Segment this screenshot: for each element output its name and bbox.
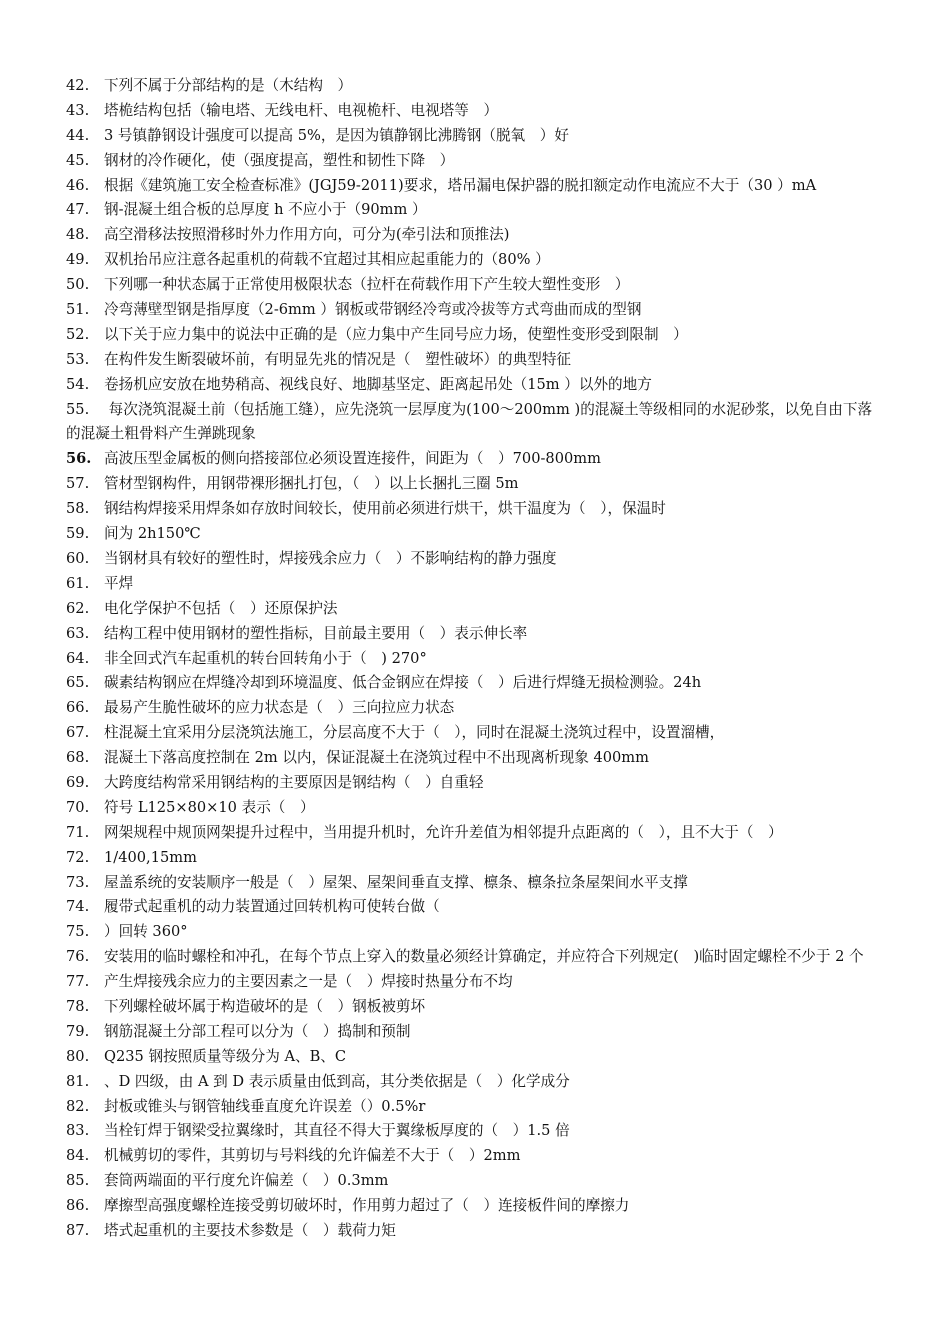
list-item	[66, 547, 886, 572]
list-item	[66, 671, 886, 696]
list-item	[66, 1144, 886, 1169]
item-text: 下列不属于分部结构的是（木结构 ）	[104, 77, 353, 94]
list-item	[66, 945, 886, 970]
item-text: 下列哪一种状态属于正常使用极限状态（拉杆在荷载作用下产生较大塑性变形 ）	[104, 276, 630, 294]
list-item	[66, 1070, 886, 1095]
item-number: 74.	[66, 898, 90, 916]
list-item	[66, 1194, 886, 1219]
item-number: 71.	[66, 823, 90, 841]
list-item	[66, 771, 886, 796]
item-text: 钢材的冷作硬化，使（强度提高，塑性和韧性下降 ）	[104, 151, 455, 169]
list-item	[66, 348, 886, 373]
item-text: Q235 钢按照质量等级分为 A、B、C	[104, 1047, 347, 1065]
item-text: 卷扬机应安放在地势稍高、视线良好、地脚基坚定、距离起吊处（15m ）以外的地方	[104, 375, 652, 393]
list-item	[66, 74, 886, 99]
item-number: 63.	[66, 624, 90, 642]
item-text: 下列螺栓破坏属于构造破坏的是（ ）钢板被剪坏	[104, 998, 426, 1015]
item-number: 84.	[66, 1147, 90, 1165]
item-number: 55.	[66, 400, 90, 418]
list-item	[66, 522, 886, 547]
item-text: 碳素结构钢应在焊缝冷却到环境温度、低合金钢应在焊接（ ）后进行焊缝无损检测验。24h	[104, 674, 702, 692]
list-item	[66, 622, 886, 647]
item-number: 49.	[66, 251, 90, 269]
item-number: 45.	[66, 151, 90, 169]
list-item	[66, 597, 886, 622]
item-number: 67.	[66, 724, 90, 742]
item-number: 53.	[66, 350, 90, 368]
list-item	[66, 398, 886, 448]
list-item	[66, 447, 886, 472]
list-item	[66, 895, 886, 920]
list-item	[66, 1219, 886, 1244]
list-item	[66, 721, 886, 746]
item-text: 柱混凝土宜采用分层浇筑法施工，分层高度不大于（ ），同时在混凝土浇筑过程中，设置溜槽，	[104, 724, 725, 742]
item-text: 管材型钢构件，用钢带裸形捆扎打包，（ ）以上长捆扎三圈 5m	[104, 475, 519, 493]
list-item	[66, 149, 886, 174]
item-number: 70.	[66, 798, 90, 816]
list-item	[66, 298, 886, 323]
list-item	[66, 223, 886, 248]
item-text: 非全回式汽车起重机的转台回转角小于（ ) 270°	[104, 649, 427, 667]
item-text: 、D 四级，由 A 到 D 表示质量由低到高，其分类依据是（ ）化学成分	[104, 1072, 570, 1090]
item-text: 钢-混凝土组合板的总厚度 h 不应小于（90mm ）	[104, 201, 427, 219]
item-text: 封板或锥头与钢管轴线垂直度允许误差（）0.5%r	[104, 1097, 426, 1115]
list-item	[66, 323, 886, 348]
list-item	[66, 746, 886, 771]
item-text: 网架规程中规顶网架提升过程中，当用提升机时，允许升差值为相邻提升点距离的（ ），且不大于（ ）	[104, 823, 783, 841]
item-number: 44.	[66, 126, 90, 144]
list-item	[66, 99, 886, 124]
item-number: 85.	[66, 1172, 90, 1190]
item-text: 摩擦型高强度螺栓连接受剪切破坏时，作用剪力超过了（ ）连接板件间的摩擦力	[104, 1197, 630, 1215]
item-number: 72.	[66, 848, 90, 866]
item-number: 61.	[66, 574, 90, 592]
list-item	[66, 1020, 886, 1045]
item-text: 套筒两端面的平行度允许偏差（ ）0.3mm	[104, 1172, 389, 1190]
item-number: 42.	[66, 77, 90, 94]
list-item	[66, 1045, 886, 1070]
list-item	[66, 821, 886, 846]
item-text: 混凝土下落高度控制在 2m 以内，保证混凝土在浇筑过程中不出现离析现象 400mm	[104, 749, 649, 767]
item-text: 钢筋混凝土分部工程可以分为（ ）捣制和预制	[104, 1022, 411, 1040]
item-text: 高空滑移法按照滑移时外力作用方向，可分为(牵引法和顶推法)	[104, 226, 510, 244]
item-text: 履带式起重机的动力装置通过回转机构可使转台做（	[104, 898, 440, 916]
item-number: 47.	[66, 201, 90, 219]
item-number: 58.	[66, 500, 90, 518]
list-item	[66, 920, 886, 945]
list-item	[66, 273, 886, 298]
item-number: 48.	[66, 226, 90, 244]
item-text: 大跨度结构常采用钢结构的主要原因是钢结构（ ）自重轻	[104, 773, 484, 791]
list-item	[66, 248, 886, 273]
item-number: 80.	[66, 1047, 90, 1065]
list-item	[66, 647, 886, 672]
item-number: 56.	[66, 450, 92, 468]
item-text: 钢结构焊接采用焊条如存放时间较长，使用前必须进行烘干，烘干温度为（ ），保温时	[104, 500, 666, 518]
item-text: 每次浇筑混凝土前（包括施工缝），应先浇筑一层厚度为(100～200mm )的混凝土等级相同的水泥砂浆，以免自由下落的混凝土粗骨料产生弹跳现象	[66, 400, 873, 443]
item-text: 塔桅结构包括（输电塔、无线电杆、电视桅杆、电视塔等 ）	[104, 101, 499, 119]
item-number: 50.	[66, 276, 90, 294]
item-text: 平焊	[104, 574, 134, 592]
item-text: 间为 2h150℃	[104, 525, 201, 543]
list-item	[66, 1095, 886, 1120]
item-text: ）回转 360°	[104, 923, 188, 941]
item-text: 在构件发生断裂破坏前，有明显先兆的情况是（ 塑性破坏）的典型特征	[104, 350, 572, 368]
item-text: 符号 L125×80×10 表示（ ）	[104, 798, 315, 816]
item-number: 64.	[66, 649, 90, 667]
item-number: 52.	[66, 325, 90, 343]
list-item	[66, 572, 886, 597]
item-number: 75.	[66, 923, 90, 941]
list-item	[66, 472, 886, 497]
item-number: 60.	[66, 549, 90, 567]
item-text: 1/400,15mm	[104, 848, 197, 866]
list-item	[66, 497, 886, 522]
item-number: 73.	[66, 873, 90, 891]
item-number: 82.	[66, 1097, 90, 1115]
item-number: 54.	[66, 375, 90, 393]
list-item	[66, 1169, 886, 1194]
item-number: 81.	[66, 1072, 90, 1090]
item-text: 电化学保护不包括（ ）还原保护法	[104, 599, 338, 617]
item-number: 51.	[66, 301, 90, 319]
item-text: 3 号镇静钢设计强度可以提高 5%，是因为镇静钢比沸腾钢（脱氧 ）好	[104, 126, 569, 144]
item-text: 产生焊接残余应力的主要因素之一是（ ）焊接时热量分布不均	[104, 973, 513, 991]
question-list	[66, 74, 886, 1244]
item-text: 双机抬吊应注意各起重机的荷载不宜超过其相应起重能力的（80% ）	[104, 251, 550, 269]
list-item	[66, 995, 886, 1020]
item-number: 43.	[66, 101, 90, 119]
list-item	[66, 198, 886, 223]
list-item	[66, 871, 886, 896]
item-text: 屋盖系统的安装顺序一般是（ ）屋架、屋架间垂直支撑、檩条、檩条拉条屋架间水平支撑	[104, 873, 688, 891]
list-item	[66, 970, 886, 995]
item-text: 安装用的临时螺栓和冲孔，在每个节点上穿入的数量必须经计算确定，并应符合下列规定( )临时固定螺栓不少于 2 个	[104, 948, 864, 966]
item-number: 77.	[66, 973, 90, 991]
item-text: 当栓钉焊于钢梁受拉翼缘时，其直径不得大于翼缘板厚度的（ ）1.5 倍	[104, 1122, 570, 1140]
item-text: 结构工程中使用钢材的塑性指标，目前最主要用（ ）表示伸长率	[104, 624, 528, 642]
list-item	[66, 796, 886, 821]
item-number: 57.	[66, 475, 90, 493]
list-item	[66, 373, 886, 398]
item-number: 62.	[66, 599, 90, 617]
item-text: 机械剪切的零件，其剪切与号料线的允许偏差不大于（ ）2mm	[104, 1147, 521, 1165]
item-number: 79.	[66, 1022, 90, 1040]
item-number: 59.	[66, 525, 90, 543]
item-number: 68.	[66, 749, 90, 767]
item-number: 87.	[66, 1222, 90, 1240]
item-number: 76.	[66, 948, 90, 966]
item-number: 86.	[66, 1197, 90, 1215]
item-number: 78.	[66, 998, 90, 1015]
list-item	[66, 174, 886, 199]
list-item	[66, 846, 886, 871]
item-text: 冷弯薄壁型钢是指厚度（2-6mm ）钢板或带钢经冷弯或冷拔等方式弯曲而成的型钢	[104, 301, 642, 319]
item-number: 65.	[66, 674, 90, 692]
list-item	[66, 1119, 886, 1144]
item-number: 83.	[66, 1122, 90, 1140]
list-item	[66, 696, 886, 721]
item-text: 以下关于应力集中的说法中正确的是（应力集中产生同号应力场，使塑性变形受到限制 ）	[104, 325, 688, 343]
item-number: 46.	[66, 176, 90, 194]
item-number: 69.	[66, 773, 90, 791]
item-text: 最易产生脆性破坏的应力状态是（ ）三向拉应力状态	[104, 699, 455, 717]
item-text: 当钢材具有较好的塑性时，焊接残余应力（ ）不影响结构的静力强度	[104, 549, 557, 567]
list-item	[66, 124, 886, 149]
item-text: 塔式起重机的主要技术参数是（ ）载荷力矩	[104, 1222, 396, 1240]
item-text: 根据《建筑施工安全检查标准》(JGJ59-2011)要求，塔吊漏电保护器的脱扣额定动作电流应不大于（30 ）mA	[104, 176, 817, 194]
item-number: 66.	[66, 699, 90, 717]
item-text: 高波压型金属板的侧向搭接部位必须设置连接件，间距为（ ）700-800mm	[104, 450, 601, 468]
